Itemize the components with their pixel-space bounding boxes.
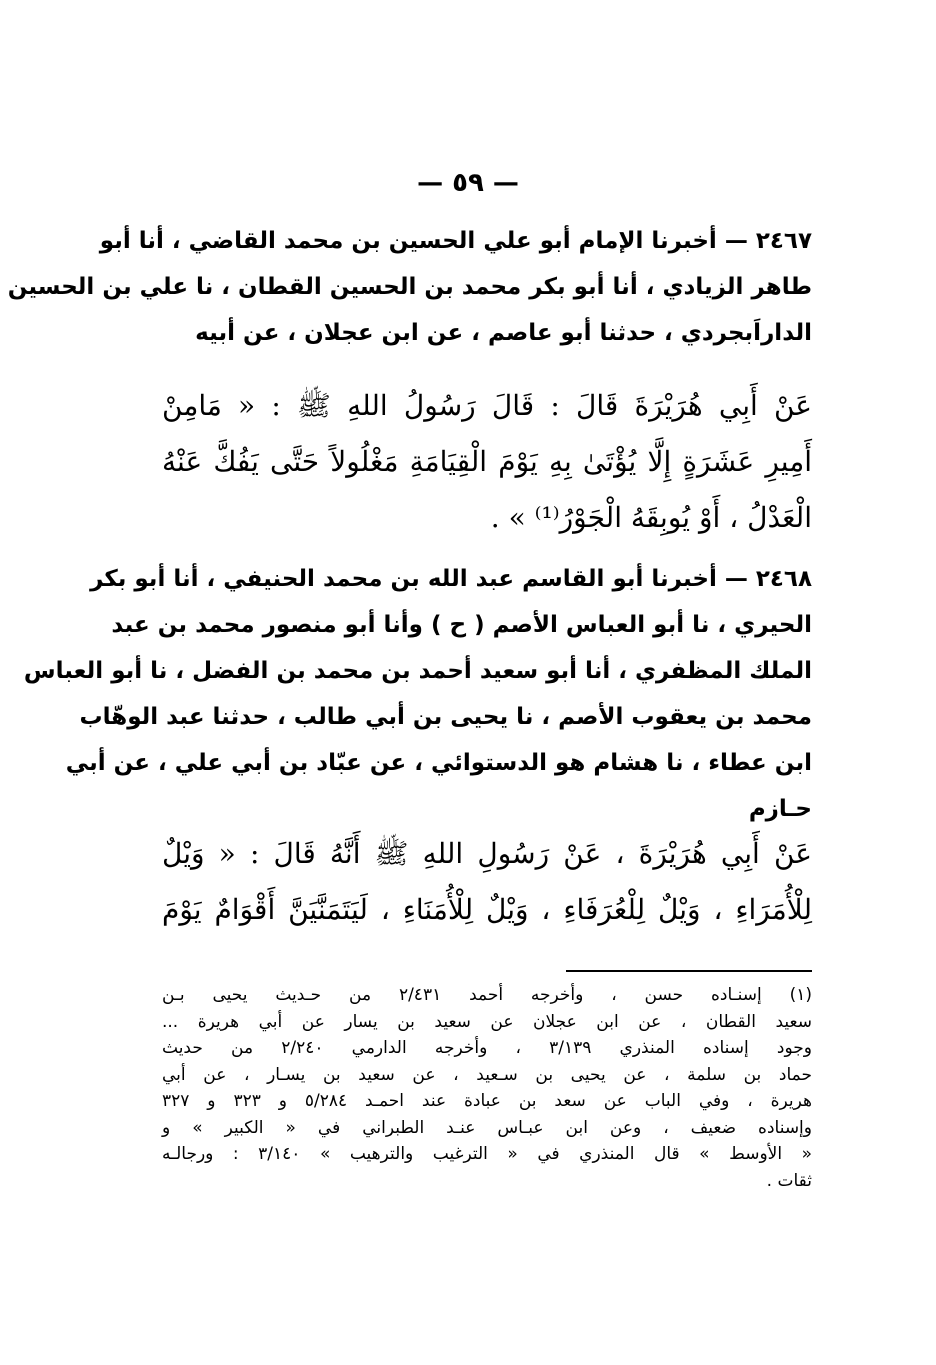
hadith-2467-isnad <box>7 218 812 356</box>
hadith-2467-matn <box>162 378 812 546</box>
footnote-line: حماد بن سلمة ، عن يحيى بن سـعيد ، عن سعيد بن يسـار ، عن أبي <box>162 1064 812 1085</box>
footnote <box>162 982 812 1194</box>
hadith-2468-isnad <box>23 556 812 832</box>
page-number: — ٥٩ — <box>417 168 519 198</box>
text-line: الملك المظفري ، أنا أبو سعيد أحمد بن محمد بن الفضل ، نا أبو العباس <box>23 658 812 684</box>
text-line: الداراَبجردي ، حدثنا أبو عاصم ، عن ابن عجلان ، عن أبيه <box>195 320 812 346</box>
text-line: ابن عطاء ، نا هشام هو الدستوائي ، عن عبّاد بن أبي علي ، عن أبي <box>65 750 812 776</box>
footnote-line: سعيد القطان ، عن ابن عجلان عن سعيد بن يسار عن أبي هريرة ... <box>162 1011 812 1032</box>
text-line: عَنْ أَبِي هُرَيْرَةَ ، عَنْ رَسُولِ اللهِ ﷺ أَنَّهُ قَالَ : « وَيْلٌ <box>162 837 812 870</box>
text-line: لِلْأُمَرَاءِ ، وَيْلٌ لِلْعُرَفَاءِ ، وَيْلٌ لِلْأُمَنَاءِ ، لَيَتَمَنَّيَنَّ أَقْوَامٌ يَوْمَ <box>162 893 812 926</box>
footnote-line: وجود إسناده المنذري ٣/١٣٩ ، وأخرجه الدارمي ٢/٢٤٠ من حديث <box>162 1038 812 1058</box>
text-line: أَمِيرِ عَشَرَةٍ إِلَّا يُؤْتَىٰ بِهِ يَوْمَ الْقِيَامَةِ مَغْلُولاً حَتَّى يَفُكَّ عَنْهُ <box>162 445 812 478</box>
footnote-line: وإسناده ضعيف ، وعن ابن عبـاس عنـد الطبراني في « الكبير » و <box>162 1117 812 1138</box>
footnote-separator <box>566 970 812 972</box>
text-line: عَنْ أَبِي هُرَيْرَةَ قَالَ : قَالَ رَسُولُ اللهِ ﷺ : « مَامِنْ <box>162 389 812 422</box>
footnote-line: « الأوسط » قال المنذري في « الترغيب والترهيب » ٣/١٤٠ : ورجالـه <box>162 1144 812 1164</box>
text-line: ٢٤٦٧ — أخبرنا الإمام أبو علي الحسين بن محمد القاضي ، أنا أبو <box>99 228 812 254</box>
text-line: حـازم <box>748 796 812 822</box>
text-line: محمد بن يعقوب الأصم ، نا يحيى بن أبي طالب ، حدثنا عبد الوهّاب <box>79 704 812 730</box>
text-line: الْعَدْلُ ، أَوْ يُوبِقَهُ الْجَوْرُ⁽¹⁾ » . <box>490 501 812 534</box>
footnote-line: (١) إسنـاده حسن ، وأخرجه أحمد ٢/٤٣١ من حـديث يحيى بـن <box>162 985 813 1005</box>
footnote-line: هريرة ، وفي الباب عن سعد بن عبادة عند احمـد ٥/٢٨٤ و ٣٢٣ و ٣٢٧ <box>162 1091 812 1111</box>
footnote-line: ثقات . <box>766 1170 812 1191</box>
text-line: طاهر الزيادي ، أنا أبو بكر محمد بن الحسين القطان ، نا علي بن الحسين <box>7 274 812 300</box>
text-line: الحيري ، نا أبو العباس الأصم ( ح ) وأنا أبو منصور محمد بن عبد <box>111 612 812 638</box>
text-line: ٢٤٦٨ — أخبرنا أبو القاسم عبد الله بن محمد الحنيفي ، أنا أبو بكر <box>90 566 812 592</box>
hadith-2468-matn <box>162 826 812 938</box>
